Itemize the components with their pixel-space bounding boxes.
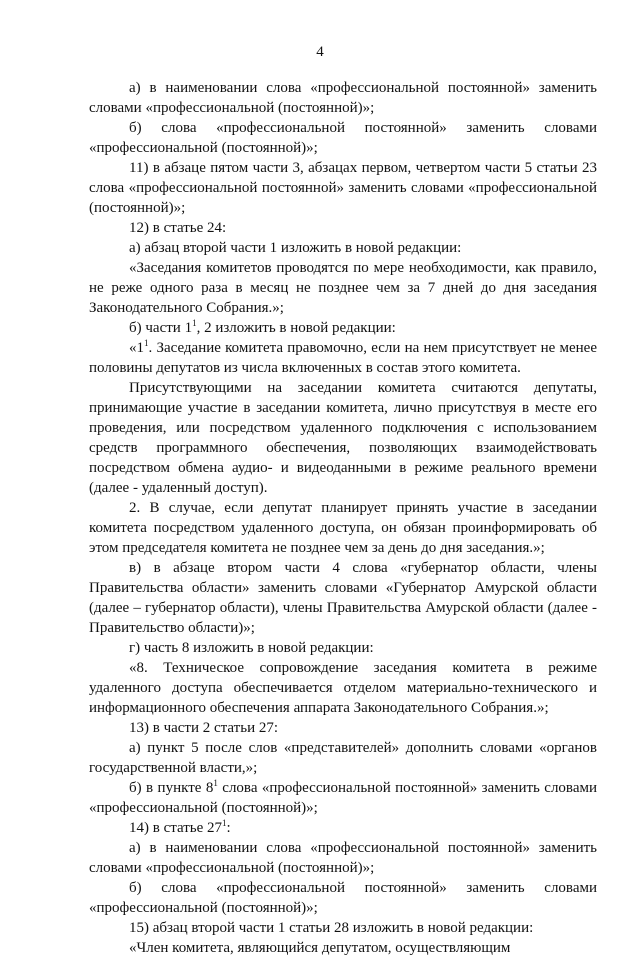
superscript: 1 [192,318,197,328]
paragraph: а) в наименовании слова «профессиональной постоянной» заменить словами «профессиональной (постоянной)»; [89,840,597,876]
superscript: 1 [213,778,218,788]
paragraph: 12) в статье 24: [129,220,227,236]
page-number: 4 [316,44,324,60]
paragraph: Присутствующими на заседании комитета считаются депутаты, принимающие участие в заседании комитета, лично присутствуя в месте его проведения, или посредством удаленного подключения с использованием средств программного обеспечения, позволяющих взаимодействовать посредством обмена аудио- и видеоданными в режиме реального времени (далее - удаленный доступ). [89,380,597,496]
paragraph: в) в абзаце втором части 4 слова «губернатор области, члены Правительства области» заменить словами «Губернатор Амурской области (далее – губернатор области), члены Правительства Амурской области (далее - Правительство области)»; [89,560,597,636]
paragraph [89,338,597,378]
paragraph: «Член комитета, являющийся депутатом, осуществляющим [129,940,511,956]
paragraph [89,318,597,338]
paragraph: 11) в абзаце пятом части 3, абзацах первом, четвертом части 5 статьи 23 слова «профессиональной постоянной» заменить словами «профессиональной (постоянной)»; [89,160,597,216]
paragraph-text: «1 [129,340,144,356]
superscript: 1 [144,338,149,348]
paragraph: б) слова «профессиональной постоянной» заменить словами «профессиональной (постоянной)»; [89,880,597,916]
paragraph-text: , 2 изложить в новой редакции: [196,320,396,336]
paragraph-text: б) в пункте 8 [129,780,214,796]
superscript: 1 [222,818,227,828]
paragraph: а) абзац второй части 1 изложить в новой редакции: [129,240,462,256]
paragraph-text: . Заседание комитета правомочно, если на нем присутствует не менее половины депутатов из числа включенных в состав этого комитета. [89,340,597,376]
paragraph-text: 14) в статье 27 [129,820,223,836]
document-body [89,78,597,958]
paragraph: 2. В случае, если депутат планирует принять участие в заседании комитета посредством удаленного доступа, он обязан проинформировать об этом председателя комитета не позднее чем за день до дня заседания.»; [89,500,597,556]
paragraph-text: : [226,820,231,836]
paragraph: 13) в части 2 статьи 27: [129,720,279,736]
paragraph: б) слова «профессиональной постоянной» заменить словами «профессиональной (постоянной)»; [89,120,597,156]
paragraph: г) часть 8 изложить в новой редакции: [129,640,374,656]
paragraph [89,818,597,838]
paragraph: «8. Техническое сопровождение заседания комитета в режиме удаленного доступа обеспечивается отделом материально-технического и информационного обеспечения аппарата Законодательного Собрания.»; [89,660,597,716]
paragraph: «Заседания комитетов проводятся по мере необходимости, как правило, не реже одного раза в месяц не позднее чем за 7 дней до дня заседания Законодательного Собрания.»; [89,260,597,316]
paragraph: а) в наименовании слова «профессиональной постоянной» заменить словами «профессиональной (постоянной)»; [89,80,597,116]
paragraph-text: слова «профессиональной постоянной» заменить словами «профессиональной (постоянной)»; [89,780,597,816]
paragraph-text: б) части 1 [129,320,193,336]
paragraph: 15) абзац второй части 1 статьи 28 изложить в новой редакции: [129,920,534,936]
paragraph [89,778,597,818]
paragraph: а) пункт 5 после слов «представителей» дополнить словами «органов государственной власти,»; [89,740,597,776]
